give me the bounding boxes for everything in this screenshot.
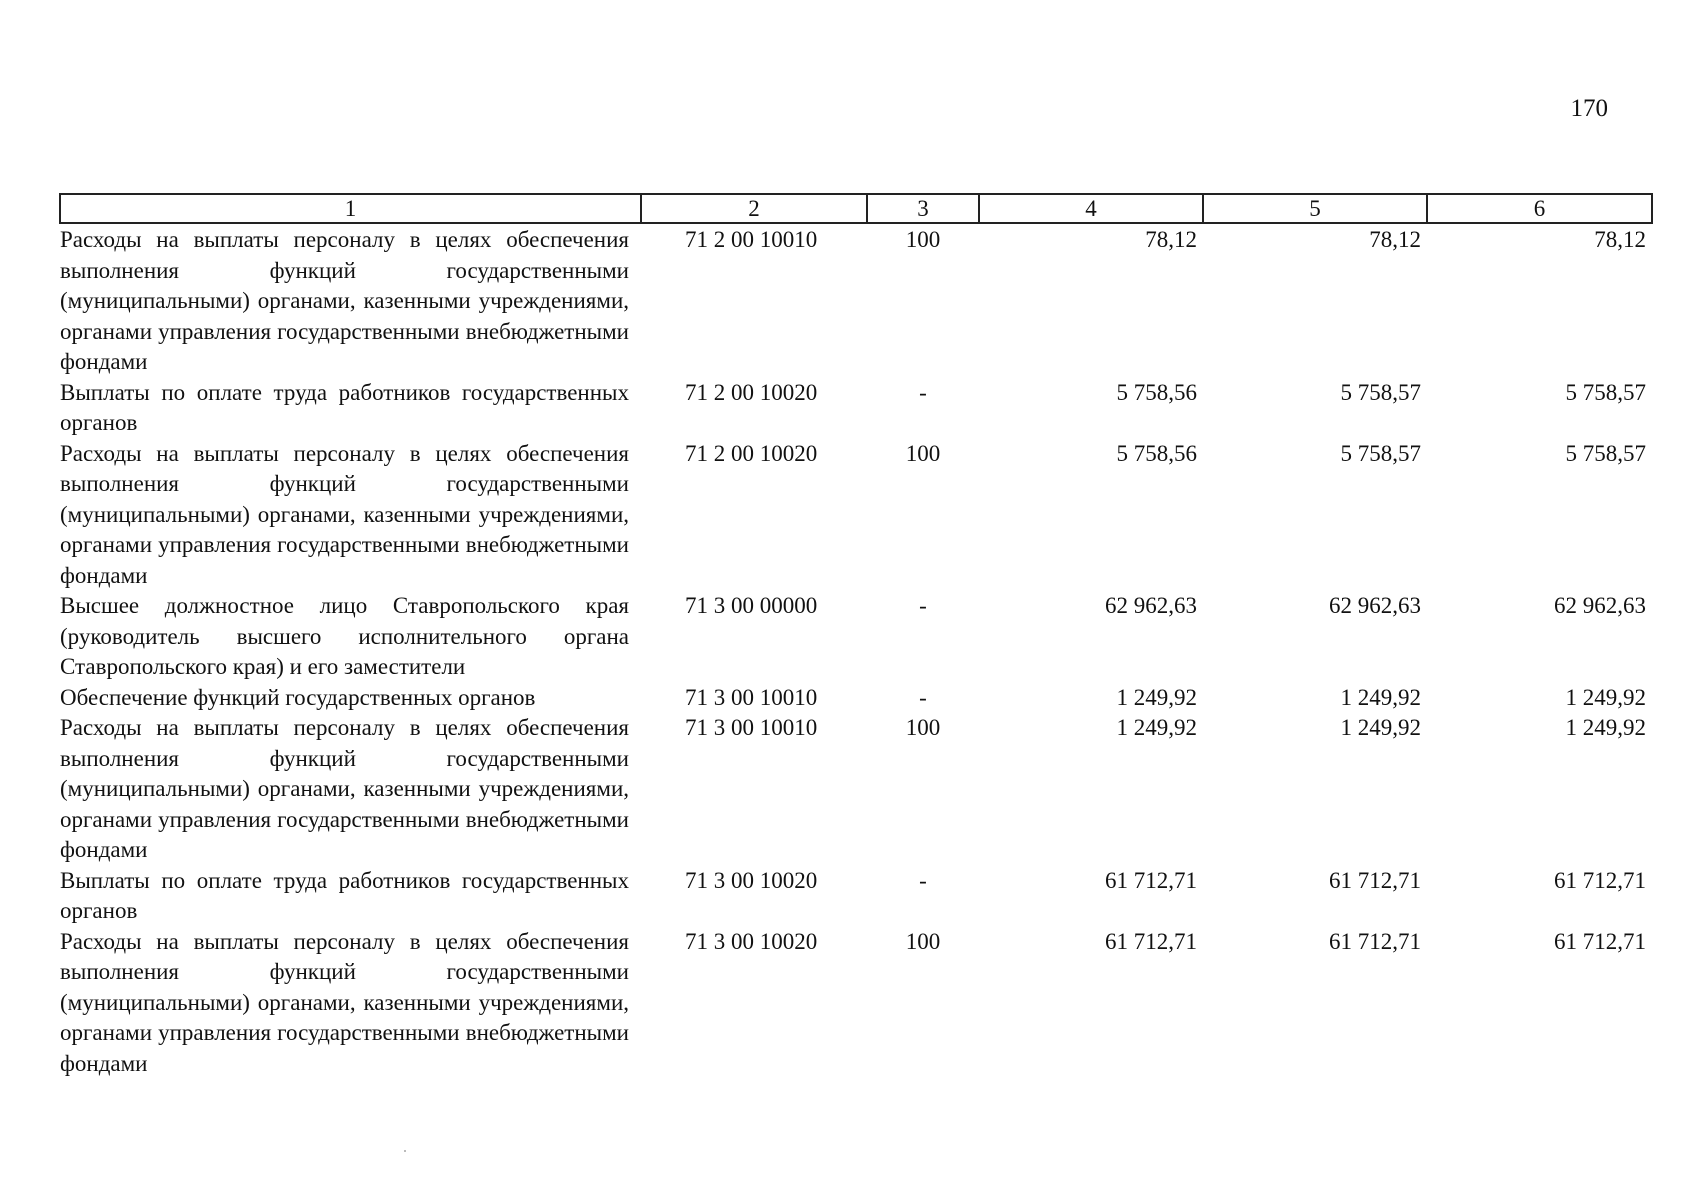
table-row (60, 591, 1652, 683)
column-header-6: 6 (1427, 194, 1652, 223)
row-value-5: 1 249,92 (1340, 684, 1421, 710)
row-code: 71 3 00 10010 (685, 715, 818, 740)
row-expense-type: 100 (905, 227, 941, 252)
row-expense-type: 100 (905, 440, 941, 466)
table-row (60, 223, 1652, 378)
budget-table (59, 193, 1653, 1079)
row-value-6: 5 758,57 (1565, 379, 1646, 405)
row-value-4: 5 758,56 (1116, 440, 1197, 466)
row-expense-type: 100 (905, 928, 941, 954)
row-value-6: 1 249,92 (1565, 715, 1646, 740)
row-value-6: 78,12 (1594, 227, 1646, 252)
column-header-1: 1 (60, 194, 641, 223)
column-header-5: 5 (1203, 194, 1427, 223)
row-value-5: 5 758,57 (1340, 440, 1421, 466)
row-value-4: 1 249,92 (1116, 715, 1197, 740)
row-value-5: 1 249,92 (1340, 715, 1421, 740)
row-name: Выплаты по оплате труда работников государственных органов (60, 867, 629, 923)
row-value-4: 78,12 (1145, 227, 1197, 252)
row-name: Расходы на выплаты персоналу в целях обеспечения выполнения функций государственными (муниципальными) органами, казенными учреждениями, органами управления государственными внебюджетными фондами (60, 440, 629, 588)
row-code: 71 3 00 10020 (685, 867, 818, 893)
table-row (60, 866, 1652, 927)
row-value-6: 62 962,63 (1554, 593, 1646, 618)
row-value-5: 62 962,63 (1329, 593, 1421, 618)
page-number: 170 (1570, 95, 1608, 122)
column-header-2: 2 (641, 194, 867, 223)
row-value-4: 5 758,56 (1116, 379, 1197, 405)
row-value-5: 78,12 (1369, 227, 1421, 252)
table-row (60, 378, 1652, 439)
row-name: Обеспечение функций государственных органов (60, 684, 536, 710)
row-name: Выплаты по оплате труда работников государственных органов (60, 379, 629, 435)
row-name: Высшее должностное лицо Ставропольского края (руководитель высшего исполнительного органа Ставропольского края) и его заместители (60, 593, 629, 679)
row-value-5: 5 758,57 (1340, 379, 1421, 405)
row-name: Расходы на выплаты персоналу в целях обеспечения выполнения функций государственными (муниципальными) органами, казенными учреждениями, органами управления государственными внебюджетными фондами (60, 227, 629, 374)
table-row (60, 713, 1652, 866)
table-row (60, 439, 1652, 592)
row-code: 71 2 00 10020 (685, 440, 818, 466)
scan-speck (404, 1150, 406, 1152)
table-row (60, 927, 1652, 1080)
row-expense-type: - (919, 684, 927, 710)
row-value-6: 61 712,71 (1554, 928, 1646, 954)
row-expense-type: - (919, 867, 927, 893)
row-value-6: 61 712,71 (1554, 867, 1646, 893)
row-value-4: 61 712,71 (1105, 928, 1197, 954)
row-expense-type: 100 (905, 715, 941, 740)
row-code: 71 2 00 10020 (685, 379, 818, 405)
table-row (60, 683, 1652, 714)
row-value-5: 61 712,71 (1329, 928, 1421, 954)
row-code: 71 3 00 10020 (685, 928, 818, 954)
row-code: 71 3 00 10010 (685, 684, 818, 710)
row-value-6: 5 758,57 (1565, 440, 1646, 466)
row-code: 71 3 00 00000 (685, 593, 818, 618)
column-header-4: 4 (979, 194, 1203, 223)
row-value-4: 1 249,92 (1116, 684, 1197, 710)
row-expense-type: - (919, 379, 927, 405)
row-code: 71 2 00 10010 (685, 227, 818, 252)
row-value-4: 61 712,71 (1105, 867, 1197, 893)
row-name: Расходы на выплаты персоналу в целях обеспечения выполнения функций государственными (муниципальными) органами, казенными учреждениями, органами управления государственными внебюджетными фондами (60, 715, 629, 862)
row-value-5: 61 712,71 (1329, 867, 1421, 893)
table-header-row (60, 194, 1652, 223)
row-value-6: 1 249,92 (1565, 684, 1646, 710)
row-expense-type: - (919, 593, 927, 618)
column-header-3: 3 (867, 194, 979, 223)
row-value-4: 62 962,63 (1105, 593, 1197, 618)
row-name: Расходы на выплаты персоналу в целях обеспечения выполнения функций государственными (муниципальными) органами, казенными учреждениями, органами управления государственными внебюджетными фондами (60, 928, 629, 1076)
